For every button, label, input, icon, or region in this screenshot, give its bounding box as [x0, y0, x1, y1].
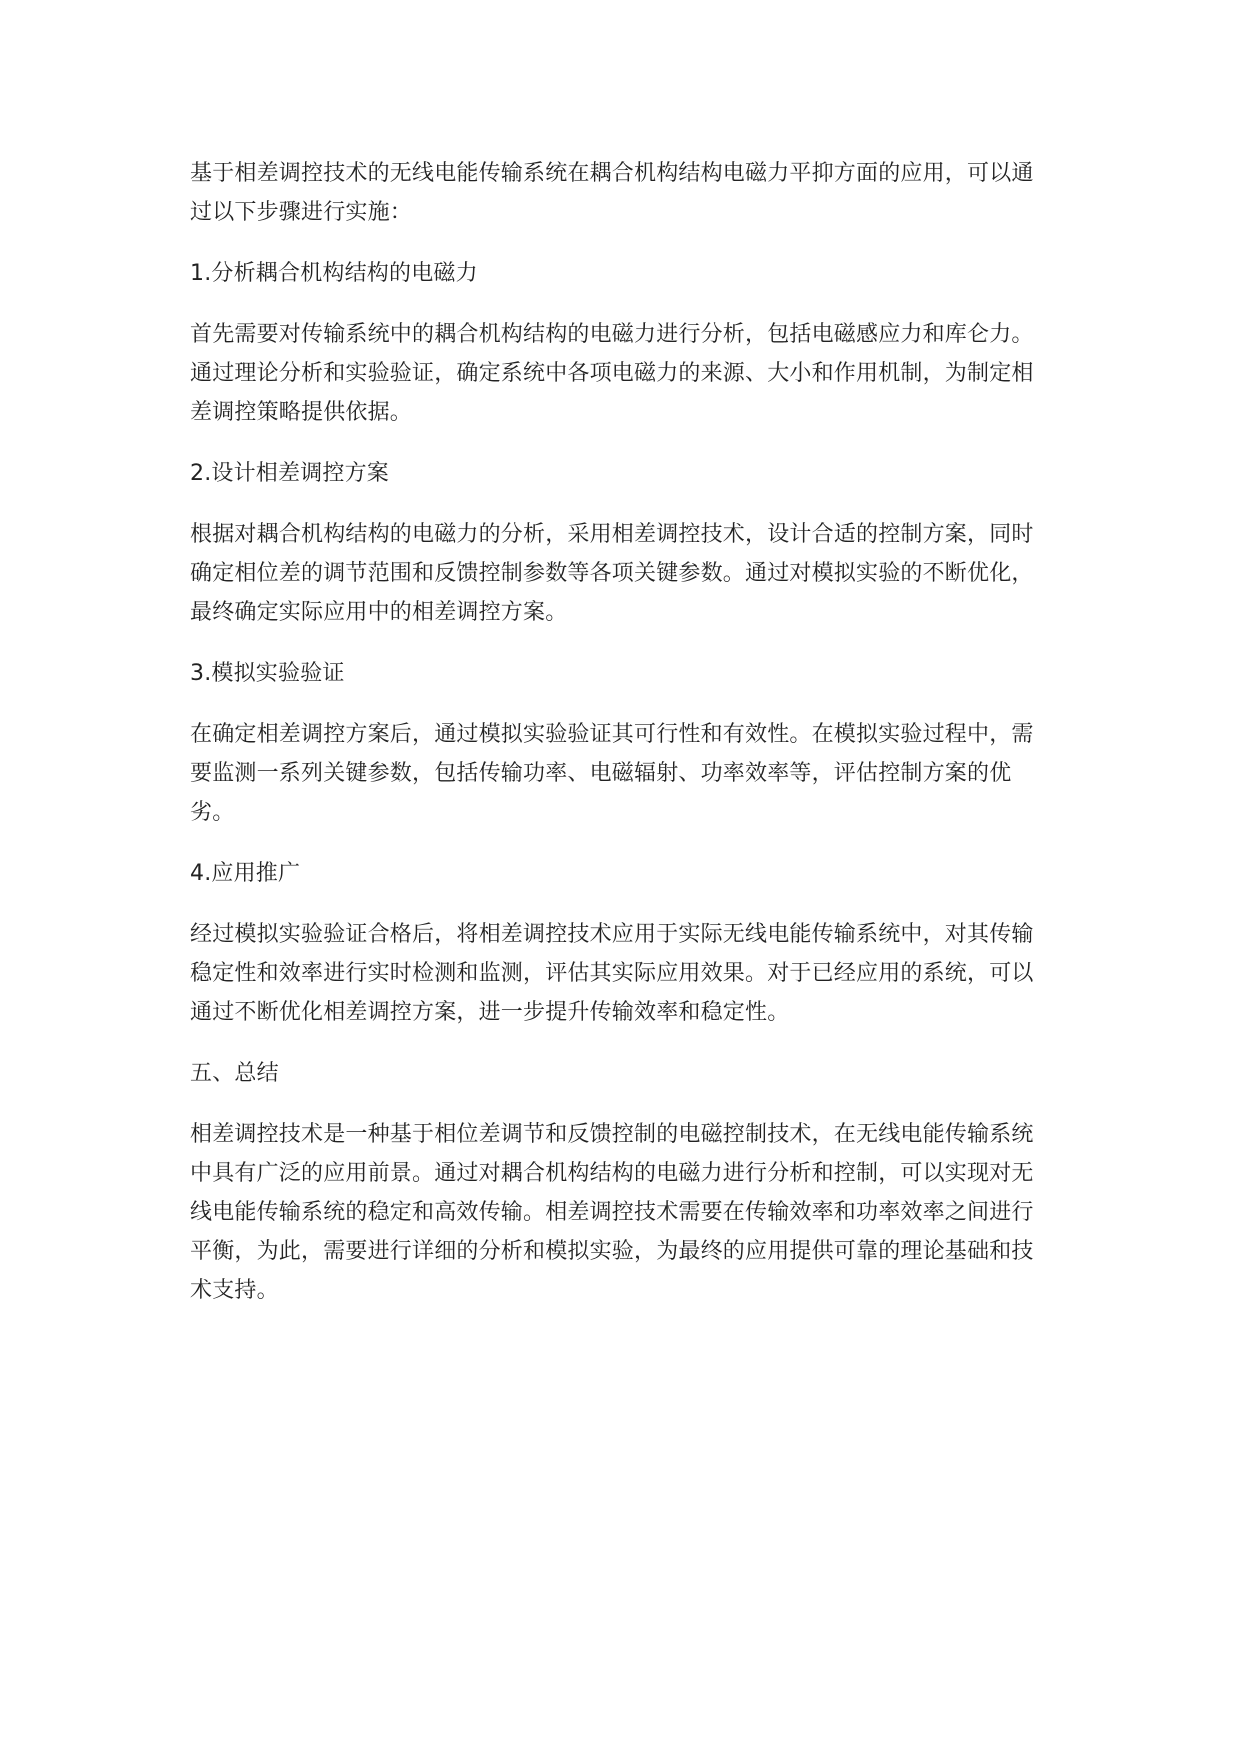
section-heading-analyze: 1.分析耦合机构结构的电磁力	[190, 261, 478, 286]
section-heading-application: 4.应用推广	[190, 861, 301, 886]
section-body-simulation: 在确定相差调控方案后，通过模拟实验验证其可行性和有效性。在模拟实验过程中，需要监测一系列关键参数，包括传输功率、电磁辐射、功率效率等，评估控制方案的优劣。	[190, 722, 1034, 825]
section-body-design: 根据对耦合机构结构的电磁力的分析，采用相差调控技术，设计合适的控制方案，同时确定相位差的调节范围和反馈控制参数等各项关键参数。通过对模拟实验的不断优化，最终确定实际应用中的相差调控方案。	[190, 522, 1034, 625]
section-heading-summary: 五、总结	[190, 1061, 279, 1086]
section-heading-design: 2.设计相差调控方案	[190, 461, 389, 486]
section-body-summary: 相差调控技术是一种基于相位差调节和反馈控制的电磁控制技术，在无线电能传输系统中具有广泛的应用前景。通过对耦合机构结构的电磁力进行分析和控制，可以实现对无线电能传输系统的稳定和高效传输。相差调控技术需要在传输效率和功率效率之间进行平衡，为此，需要进行详细的分析和模拟实验，为最终的应用提供可靠的理论基础和技术支持。	[190, 1122, 1034, 1303]
section-body-analyze: 首先需要对传输系统中的耦合机构结构的电磁力进行分析，包括电磁感应力和库仑力。通过理论分析和实验验证，确定系统中各项电磁力的来源、大小和作用机制，为制定相差调控策略提供依据。	[190, 322, 1034, 425]
section-heading-simulation: 3.模拟实验验证	[190, 661, 345, 686]
section-body-application: 经过模拟实验验证合格后，将相差调控技术应用于实际无线电能传输系统中，对其传输稳定性和效率进行实时检测和监测，评估其实际应用效果。对于已经应用的系统，可以通过不断优化相差调控方案，进一步提升传输效率和稳定性。	[190, 922, 1034, 1025]
document-body	[190, 154, 1050, 1332]
intro-paragraph: 基于相差调控技术的无线电能传输系统在耦合机构结构电磁力平抑方面的应用，可以通过以下步骤进行实施：	[190, 161, 1034, 225]
